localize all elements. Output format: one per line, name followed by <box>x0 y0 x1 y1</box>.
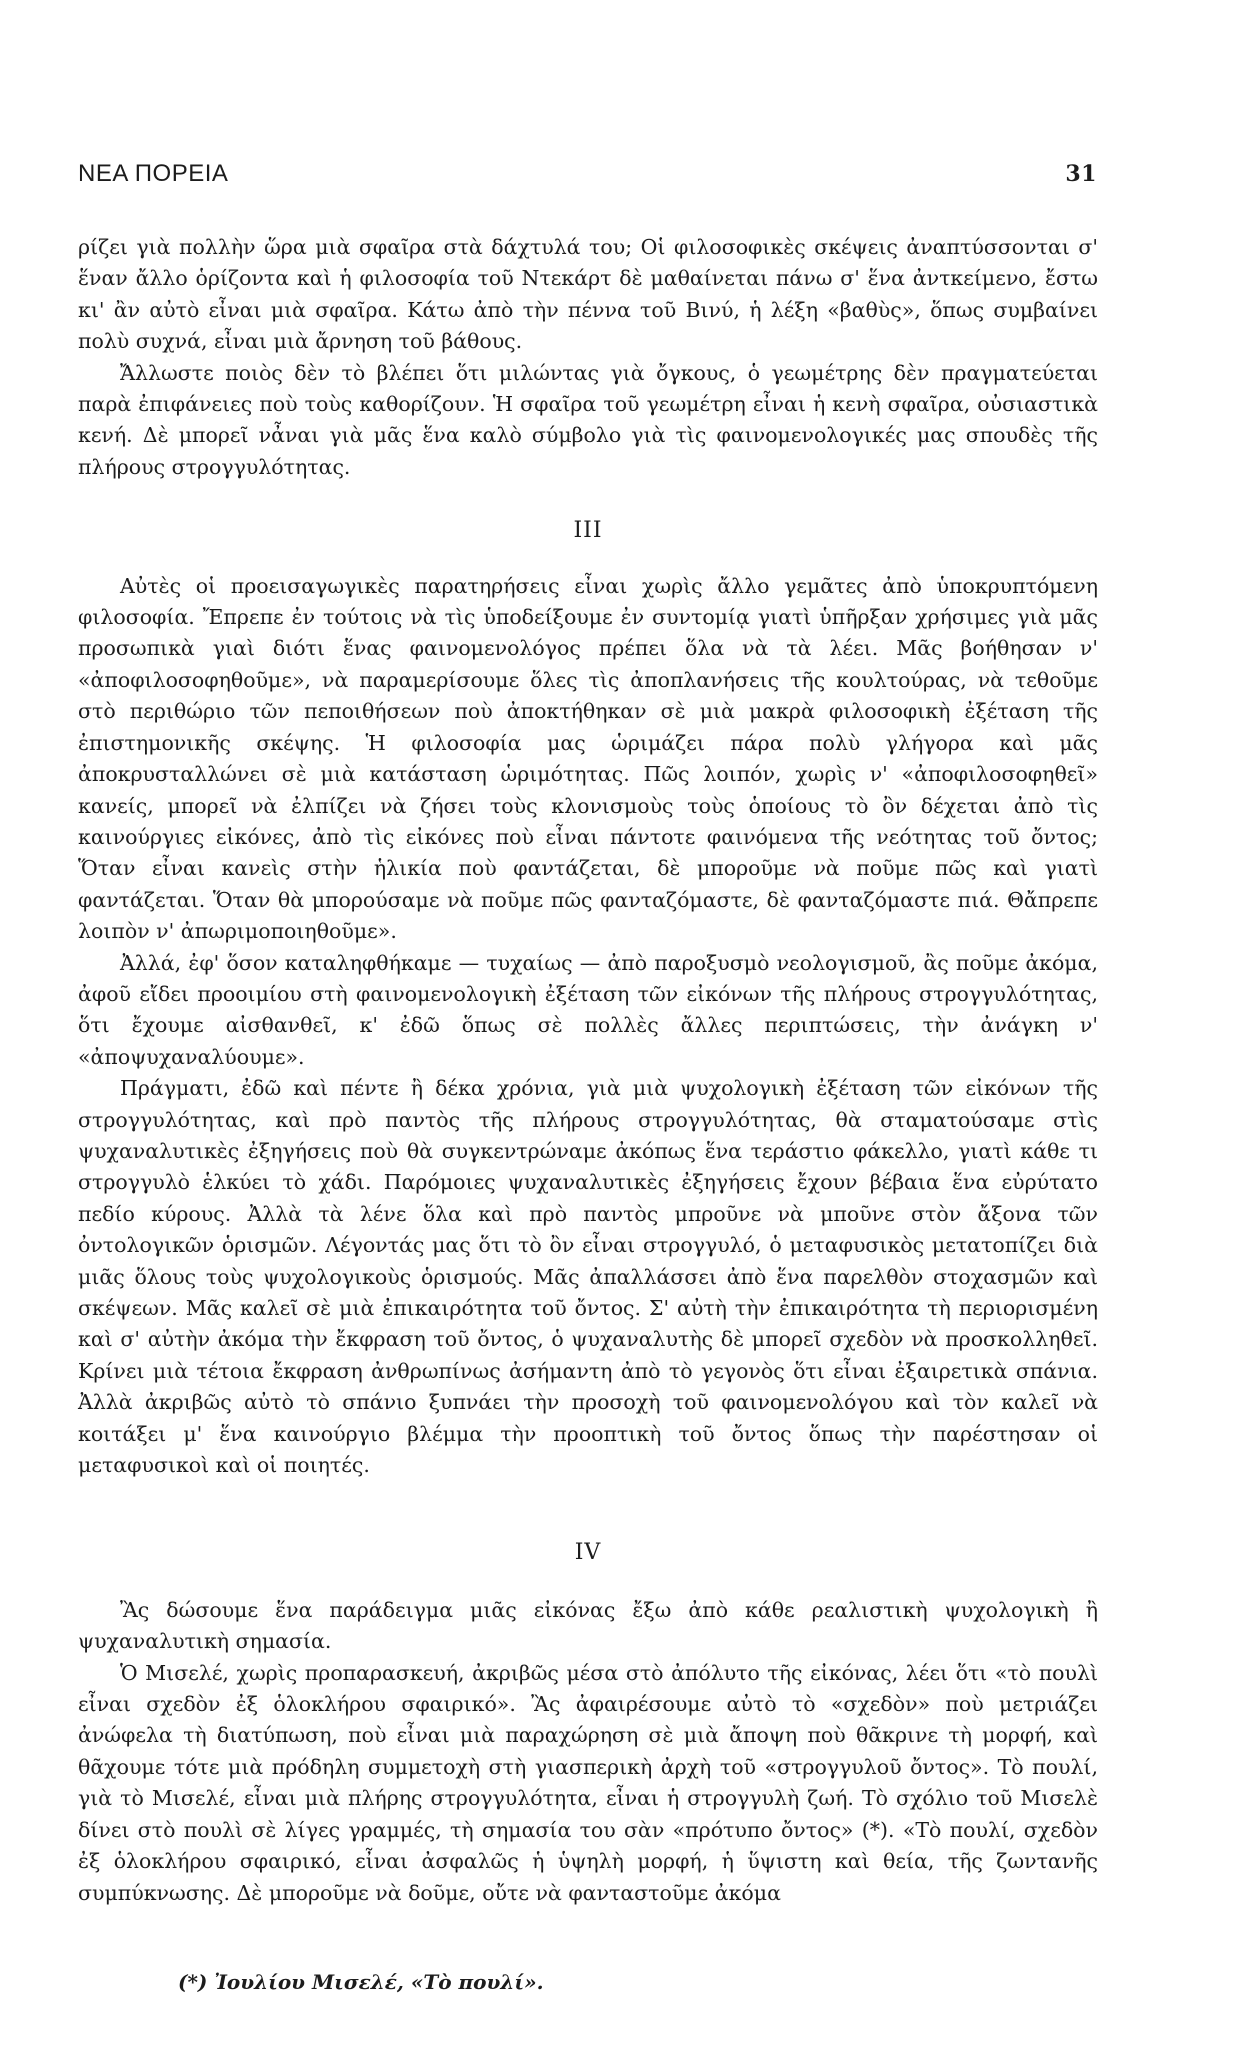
paragraph: Ἂς δώσουμε ἕνα παράδειγμα μιᾶς εἰκόνας ἔξω ἀπὸ κάθε ρεαλιστικὴ ψυχολογικὴ ἢ ψυχαναλυτικὴ σημασία. <box>78 1597 1098 1654</box>
section-heading-iv: IV <box>574 1540 602 1566</box>
paragraph: Ἀλλά, ἐφ' ὅσον καταληφθήκαμε — τυχαίως — ἀπὸ παροξυσμὸ νεολογισμοῦ, ἂς ποῦμε ἀκόμα, ἀφοῦ εἴδει προοιμίου στὴ φαινομενολογικὴ ἐξέταση τῶν εἰκόνων τῆς πλήρους στρογγυλότητας, ὅτι ἔχουμε αἰσθανθεῖ, κ' ἐδῶ ὅπως σὲ πολλὲς ἄλλες περιπτώσεις, τὴν ἀνάγκη ν' «ἀποψυχαναλύουμε». <box>78 950 1098 1069</box>
paragraph: Ἄλλωστε ποιὸς δὲν τὸ βλέπει ὅτι μιλώντας γιὰ ὄγκους, ὁ γεωμέτρης δὲν πραγματεύεται παρὰ ἐπιφάνειες ποὺ τοὺς καθορίζουν. Ἡ σφαῖρα τοῦ γεωμέτρη εἶναι ἡ κενὴ σφαῖρα, οὐσιαστικὰ κενή. Δὲ μπορεῖ νἆναι γιὰ μᾶς ἕνα καλὸ σύμβολο γιὰ τὶς φαινομενολογικές μας σπουδὲς τῆς πλήρους στρογγυλότητας. <box>78 360 1098 479</box>
paragraph: Ὁ Μισελέ, χωρὶς προπαρασκευή, ἀκριβῶς μέσα στὸ ἀπόλυτο τῆς εἰκόνας, λέει ὅτι «τὸ πουλὶ εἶναι σχεδὸν ἐξ ὁλοκλήρου σφαιρικό». Ἂς ἀφαιρέσουμε αὐτὸ τὸ «σχεδὸν» ποὺ μετριάζει ἀνώφελα τὴ διατύπωση, ποὺ εἶναι μιὰ παραχώρηση σὲ μιὰ ἄποψη ποὺ θᾶκρινε τὴ μορφή, καὶ θᾶχουμε τότε μιὰ πρόδηλη συμμετοχὴ στὴ γιασπερικὴ ἀρχὴ τοῦ «στρογγυλοῦ ὄντος». Τὸ πουλί, γιὰ τὸ Μισελέ, εἶναι μιὰ πλήρης στρογγυλότητα, εἶναι ἡ στρογγυλὴ ζωή. Τὸ σχόλιο τοῦ Μισελὲ δίνει στὸ πουλὶ σὲ λίγες γραμμές, τὴ σημασία του σὰν «πρότυπο ὄντος» (*). «Τὸ πουλί, σχεδὸν ἐξ ὁλοκλήρου σφαιρικό, εἶναι ἀσφαλῶς ἡ ὑψηλὴ μορφή, ἡ ὕψιστη καὶ θεία, τῆς ζωντανῆς συμπύκνωσης. Δὲ μποροῦμε νὰ δοῦμε, οὔτε νὰ φανταστοῦμε ἀκόμα <box>78 1660 1098 1905</box>
paragraph: Πράγματι, ἐδῶ καὶ πέντε ἢ δέκα χρόνια, γιὰ μιὰ ψυχολογικὴ ἐξέταση τῶν εἰκόνων τῆς στρογγυλότητας, καὶ πρὸ παντὸς τῆς πλήρους στρογγυλότητας, θὰ σταματούσαμε στὶς ψυχαναλυτικὲς ἐξηγήσεις ποὺ θὰ συγκεντρώναμε ἀκόπως ἕνα τεράστιο φάκελλο, γιατὶ κάθε τι στρογγυλὸ ἑλκύει τὸ χάδι. Παρόμοιες ψυχαναλυτικὲς ἐξηγήσεις ἔχουν βέβαια ἕνα εὐρύτατο πεδίο κύρους. Ἀλλὰ τὰ λένε ὅλα καὶ πρὸ παντὸς μπροῦνε νὰ μποῦνε στὸν ἄξονα τῶν ὀντολογικῶν ὁρισμῶν. Λέγοντάς μας ὅτι τὸ ὂν εἶναι στρογγυλό, ὁ μεταφυσικὸς μετατοπίζει διὰ μιᾶς ὅλους τοὺς ψυχολογικοὺς ὁρισμούς. Μᾶς ἀπαλλάσσει ἀπὸ ἕνα παρελθὸν στοχασμῶν καὶ σκέψεων. Μᾶς καλεῖ σὲ μιὰ ἐπικαιρότητα τοῦ ὄντος. Σ' αὐτὴ τὴν ἐπικαιρότητα τὴ περιορισμένη καὶ σ' αὐτὴν ἀκόμα τὴν ἔκφραση τοῦ ὄντος, ὁ ψυχαναλυτὴς δὲ μπορεῖ σχεδὸν νὰ προσκολληθεῖ. Κρίνει μιὰ τέτοια ἔκφραση ἀνθρωπίνως ἀσήμαντη ἀπὸ τὸ γεγονὸς ὅτι εἶναι ἐξαιρετικὰ σπάνια. Ἀλλὰ ἀκριβῶς αὐτὸ τὸ σπάνιο ξυπνάει τὴν προσοχὴ τοῦ φαινομενολόγου καὶ τὸν καλεῖ νὰ κοιτάξει μ' ἕνα καινούργιο βλέμμα τὴν προοπτικὴ τοῦ ὄντος ὅπως τὴν παρέστησαν οἱ μεταφυσικοὶ καὶ οἱ ποιητές. <box>78 1076 1098 1478</box>
footnote: (*) Ἰουλίου Μισελέ, «Τὸ πουλί». <box>178 1970 544 1994</box>
page-number: 31 <box>1065 161 1097 187</box>
paragraph: ρίζει γιὰ πολλὴν ὥρα μιὰ σφαῖρα στὰ δάχτυλά του; Οἱ φιλοσοφικὲς σκέψεις ἀναπτύσσονται σ' ἕναν ἄλλο ὁρίζοντα καὶ ἡ φιλοσοφία τοῦ Ντεκάρτ δὲ μαθαίνεται πάνω σ' ἕνα ἀντκείμενο, ἔστω κι' ἂν αὐτὸ εἶναι μιὰ σφαῖρα. Κάτω ἀπὸ τὴν πέννα τοῦ Βινύ, ἡ λέξη «βαθὺς», ὅπως συμβαίνει πολὺ συχνά, εἶναι μιὰ ἄρνηση τοῦ βάθους. <box>78 235 1098 354</box>
journal-title: ΝΕΑ ΠΟΡΕΙΑ <box>78 160 229 187</box>
section-heading-iii: III <box>573 518 603 544</box>
paragraph: Αὐτὲς οἱ προεισαγωγικὲς παρατηρήσεις εἶναι χωρὶς ἄλλο γεμᾶτες ἀπὸ ὑποκρυπτόμενη φιλοσοφία. Ἔπρεπε ἐν τούτοις νὰ τὶς ὑποδείξουμε ἐν συντομίᾳ γιατὶ ὑπῆρξαν χρήσιμες γιὰ μᾶς προσωπικὰ γιαὶ διότι ἕνας φαινομενολόγος πρέπει ὅλα νὰ τὰ λέει. Μᾶς βοήθησαν ν' «ἀποφιλοσοφηθοῦμε», νὰ παραμερίσουμε ὅλες τὶς ἀποπλανήσεις τῆς κουλτούρας, νὰ τεθοῦμε στὸ περιθώριο τῶν πεποιθήσεων ποὺ ἀποκτήθηκαν σὲ μιὰ μακρὰ φιλοσοφικὴ ἐξέταση τῆς ἐπιστημονικῆς σκέψης. Ἡ φιλοσοφία μας ὡριμάζει πάρα πολὺ γλήγορα καὶ μᾶς ἀποκρυσταλλώνει σὲ μιὰ κατάσταση ὡριμότητας. Πῶς λοιπόν, χωρὶς ν' «ἀποφιλοσοφηθεῖ» κανείς, μπορεῖ νὰ ἐλπίζει νὰ ζήσει τοὺς κλονισμοὺς τοὺς ὁποίους τὸ ὂν δέχεται ἀπὸ τὶς καινούργιες εἰκόνες, ἀπὸ τὶς εἰκόνες ποὺ εἶναι πάντοτε φαινόμενα τῆς νεότητας τοῦ ὄντος; Ὅταν εἶναι κανεὶς στὴν ἡλικία ποὺ φαντάζεται, δὲ μποροῦμε νὰ ποῦμε πῶς καὶ γιατὶ φαντάζεται. Ὅταν θὰ μπορούσαμε νὰ ποῦμε πῶς φανταζόμαστε, δὲ φανταζόμαστε πιά. Θἄπρεπε λοιπὸν ν' ἀπωριμοποιηθοῦμε». <box>78 573 1098 944</box>
running-head <box>78 160 1097 188</box>
body-text <box>78 232 1098 1909</box>
